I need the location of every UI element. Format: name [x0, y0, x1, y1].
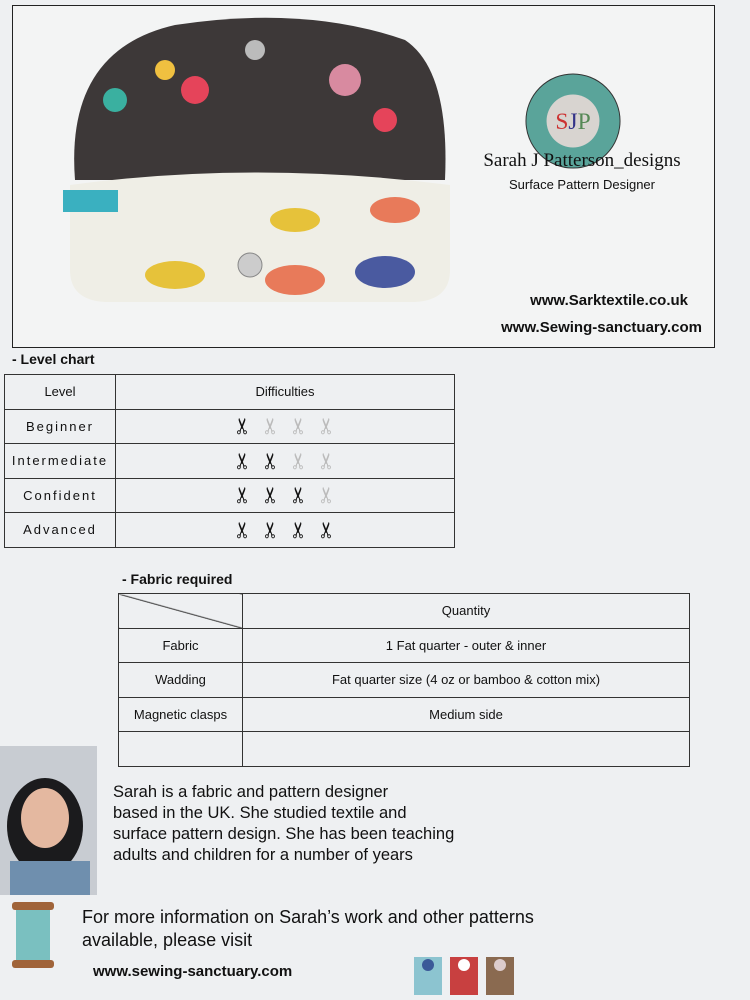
bag-photo — [55, 10, 465, 310]
fabric-table — [118, 593, 690, 767]
empty-diagonal-cell — [119, 594, 243, 629]
level-name: Advanced — [5, 513, 116, 548]
fabric-item — [119, 732, 243, 767]
more-info-line: For more information on Sarah’s work and other patterns — [82, 907, 534, 927]
level-name: Beginner — [5, 409, 116, 444]
table-header — [5, 375, 455, 410]
scissors-icon: ✂ — [314, 451, 339, 470]
table-header — [119, 594, 690, 629]
footer-website-link[interactable]: www.sewing-sanctuary.com — [93, 963, 293, 980]
difficulty-scissors — [116, 444, 455, 479]
scissors-icon: ✂ — [286, 520, 311, 539]
level-name: Confident — [5, 478, 116, 513]
difficulty-scissors — [116, 409, 455, 444]
website-link-sarktextile[interactable]: www.Sarktextile.co.uk — [530, 292, 688, 309]
level-header: Level — [5, 375, 116, 410]
fabric-quantity: Fat quarter size (4 oz or bamboo & cotton mix) — [243, 663, 690, 698]
table-row — [119, 732, 690, 767]
more-info-text — [82, 906, 534, 952]
designer-photo — [0, 746, 97, 895]
svg-text:SJP: SJP — [555, 108, 591, 135]
thread-spool-icon — [8, 900, 58, 972]
bio-line: surface pattern design. She has been teaching — [113, 825, 455, 843]
scissors-icon: ✂ — [286, 486, 311, 505]
level-chart-title: - Level chart — [12, 351, 95, 367]
table-row — [119, 697, 690, 732]
fabric-quantity: 1 Fat quarter - outer & inner — [243, 628, 690, 663]
scissors-icon: ✂ — [314, 520, 339, 539]
brand-name: Sarah J Patterson_designs — [483, 150, 681, 171]
quantity-header: Quantity — [243, 594, 690, 629]
bio-line: Sarah is a fabric and pattern designer — [113, 783, 389, 801]
difficulty-scissors — [116, 513, 455, 548]
level-name: Intermediate — [5, 444, 116, 479]
fabric-quantity: Medium side — [243, 697, 690, 732]
scissors-icon: ✂ — [286, 451, 311, 470]
scissors-icon: ✂ — [258, 417, 283, 436]
facebook-icon[interactable] — [414, 957, 442, 995]
fabric-quantity — [243, 732, 690, 767]
scissors-icon: ✂ — [230, 451, 255, 470]
table-row — [119, 663, 690, 698]
brand-subtitle: Surface Pattern Designer — [509, 177, 655, 192]
fabric-item: Wadding — [119, 663, 243, 698]
fabric-title: - Fabric required — [122, 571, 233, 587]
scissors-icon: ✂ — [258, 520, 283, 539]
scissors-icon: ✂ — [230, 520, 255, 539]
bio-line: adults and children for a number of years — [113, 846, 413, 864]
pinterest-icon[interactable] — [450, 957, 478, 995]
level-chart-table — [4, 374, 455, 548]
social-spools — [412, 953, 517, 998]
table-row — [5, 444, 455, 479]
scissors-icon: ✂ — [230, 417, 255, 436]
scissors-icon: ✂ — [258, 486, 283, 505]
scissors-icon: ✂ — [314, 486, 339, 505]
difficulty-scissors — [116, 478, 455, 513]
designer-bio — [113, 782, 454, 866]
bio-line: based in the UK. She studied textile and — [113, 804, 407, 822]
scissors-icon: ✂ — [230, 486, 255, 505]
website-link-sewing-sanctuary[interactable]: www.Sewing-sanctuary.com — [501, 319, 702, 336]
scissors-icon: ✂ — [258, 451, 283, 470]
scissors-icon: ✂ — [286, 417, 311, 436]
fabric-item: Fabric — [119, 628, 243, 663]
more-info-line: available, please visit — [82, 930, 253, 950]
table-row — [5, 409, 455, 444]
table-row — [5, 478, 455, 513]
fabric-item: Magnetic clasps — [119, 697, 243, 732]
table-row — [119, 628, 690, 663]
instagram-icon[interactable] — [486, 957, 514, 995]
table-row — [5, 513, 455, 548]
difficulties-header: Difficulties — [116, 375, 455, 410]
scissors-icon: ✂ — [314, 417, 339, 436]
